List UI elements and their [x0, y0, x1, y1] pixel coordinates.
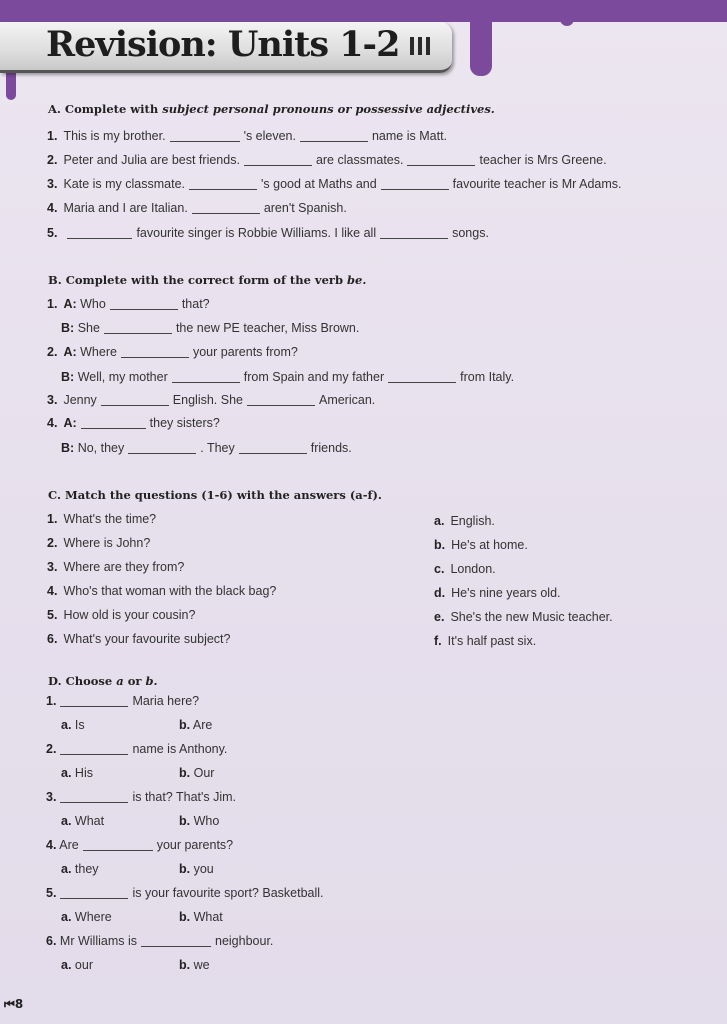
answer-item: e. She's the new Music teacher. — [434, 610, 613, 624]
option-b[interactable]: b. you — [179, 862, 214, 876]
option-b[interactable]: b. Who — [179, 814, 220, 828]
answer-item: f. It's half past six. — [434, 634, 537, 648]
exercise-item: 5. is your favourite sport? Basketball. — [46, 886, 324, 900]
option-a[interactable]: a. Where — [61, 910, 112, 924]
answer-blank[interactable] — [101, 404, 169, 406]
page-footer — [4, 997, 23, 1012]
question-item: 4. Who's that woman with the black bag? — [47, 584, 277, 598]
answer-blank[interactable] — [407, 164, 475, 166]
exercise-item: 2. Peter and Julia are best friends. are classmates. teacher is Mrs Greene. — [47, 153, 607, 167]
answer-blank[interactable] — [81, 427, 146, 429]
answer-blank[interactable] — [83, 849, 153, 851]
answer-blank[interactable] — [192, 212, 260, 214]
question-item: 3. Where are they from? — [47, 560, 185, 574]
question-item: 1. What's the time? — [47, 512, 157, 526]
question-item: 5. How old is your cousin? — [47, 608, 196, 622]
option-b[interactable]: b. we — [179, 958, 210, 972]
exercise-item: 1. This is my brother. 's eleven. name is Matt. — [47, 129, 448, 143]
exercise-item: 3. Jenny English. She American. — [47, 393, 376, 407]
option-b[interactable]: b. Our — [179, 766, 215, 780]
exercise-item: 2. A: Where your parents from? — [47, 345, 298, 359]
answer-item: a. English. — [434, 514, 495, 528]
exercise-item: 3. Kate is my classmate. 's good at Maths and favourite teacher is Mr Adams. — [47, 177, 622, 191]
answer-blank[interactable] — [60, 753, 128, 755]
page-title: Revision: Units 1-2 — [46, 24, 400, 65]
answer-blank[interactable] — [239, 452, 307, 454]
rewind-icon: ⏮ — [4, 997, 15, 1011]
option-a[interactable]: a. Is — [61, 718, 85, 732]
option-a[interactable]: a. our — [61, 958, 93, 972]
exercise-item: 6. Mr Williams is neighbour. — [46, 934, 274, 948]
question-item: 6. What's your favourite subject? — [47, 632, 231, 646]
answer-blank[interactable] — [67, 237, 132, 239]
exercise-item: 4. A: they sisters? — [47, 416, 220, 430]
answer-item: b. He's at home. — [434, 538, 528, 552]
option-b[interactable]: b. Are — [179, 718, 213, 732]
answer-blank[interactable] — [388, 381, 456, 383]
exercise-item: B: She the new PE teacher, Miss Brown. — [61, 321, 360, 335]
option-b[interactable]: b. What — [179, 910, 223, 924]
exercise-item: 1. Maria here? — [46, 694, 200, 708]
page-number: 8 — [14, 997, 24, 1011]
answer-blank[interactable] — [247, 404, 315, 406]
answer-blank[interactable] — [381, 188, 449, 190]
exercise-item: 4. Maria and I are Italian. aren't Spanish. — [47, 201, 347, 215]
answer-blank[interactable] — [300, 140, 368, 142]
answer-blank[interactable] — [128, 452, 196, 454]
section-b-heading: B. Complete with the correct form of the verb be. — [48, 273, 367, 287]
answer-blank[interactable] — [170, 140, 240, 142]
exercise-item: 2. name is Anthony. — [46, 742, 228, 756]
answer-blank[interactable] — [189, 188, 257, 190]
answer-blank[interactable] — [380, 237, 448, 239]
answer-blank[interactable] — [110, 308, 178, 310]
section-a-heading: A. Complete with subject personal pronouns or possessive adjectives. — [48, 102, 495, 116]
answer-blank[interactable] — [172, 381, 240, 383]
answer-blank[interactable] — [104, 332, 172, 334]
exercise-item: B: Well, my mother from Spain and my father from Italy. — [61, 370, 515, 384]
section-c-heading: C. Match the questions (1-6) with the answers (a-f). — [48, 488, 382, 502]
option-a[interactable]: a. What — [61, 814, 105, 828]
option-a[interactable]: a. they — [61, 862, 99, 876]
exercise-item: 5. favourite singer is Robbie Williams. I like all songs. — [47, 226, 489, 240]
answer-blank[interactable] — [60, 801, 128, 803]
answer-item: c. London. — [434, 562, 496, 576]
answer-item: d. He's nine years old. — [434, 586, 561, 600]
option-a[interactable]: a. His — [61, 766, 93, 780]
section-d-heading: D. Choose a or b. — [48, 674, 158, 688]
exercise-item: 3. is that? That's Jim. — [46, 790, 237, 804]
exercise-item: 1. A: Who that? — [47, 297, 210, 311]
answer-blank[interactable] — [141, 945, 211, 947]
answer-blank[interactable] — [121, 356, 189, 358]
question-item: 2. Where is John? — [47, 536, 151, 550]
answer-blank[interactable] — [60, 705, 128, 707]
answer-blank[interactable] — [244, 164, 312, 166]
answer-blank[interactable] — [60, 897, 128, 899]
exercise-item: 4. Are your parents? — [46, 838, 234, 852]
exercise-item: B: No, they . They friends. — [61, 441, 352, 455]
